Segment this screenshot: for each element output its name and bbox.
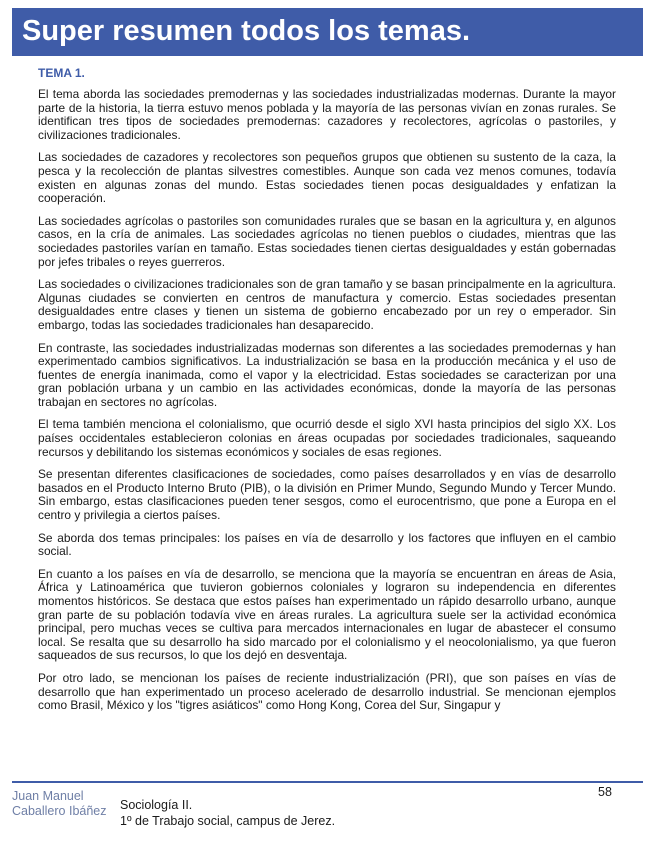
footer-course-block — [120, 797, 335, 829]
page-number: 58 — [598, 785, 612, 799]
paragraph: En contraste, las sociedades industrializadas modernas son diferentes a las sociedades premodernas y han experimentado cambios significativos. La industrialización se basa en la producción mecánica y el uso de fuentes de energía inanimada, como el vapor y la electricidad. Estas sociedades se caracterizan por una gran población urbana y un cambio en las actividades económicas, donde la mayoría de las personas trabajan en sectores no agrícolas. — [38, 340, 616, 409]
paragraph: El tema aborda las sociedades premodernas y las sociedades industrializadas modernas. Durante la mayor parte de la historia, la tierra estuvo menos poblada y la mayoría de las personas vivían en zonas rurales. Se identifican tres tipos de sociedades premodernas: cazadores y recolectores, agrícolas o pastoriles, y civilizaciones tradicionales. — [38, 87, 616, 142]
paragraph: Las sociedades o civilizaciones tradicionales son de gran tamaño y se basan principalmente en la agricultura. Algunas ciudades se convierten en centros de manufactura y comercio. Estas sociedades presentan desigualdades entre clases y tienen un sistema de gobierno encabezado por un rey o emperador. Sin embargo, todas las sociedades tradicionales han desaparecido. — [38, 277, 616, 332]
section-heading: TEMA 1. — [38, 66, 85, 80]
paragraph: Las sociedades agrícolas o pastoriles son comunidades rurales que se basan en la agricultura y, en algunos casos, en la cría de animales. Las sociedades agrícolas no tienen pueblos o ciudades, mientras que las sociedades pastoriles varían en tamaño. Estas sociedades tienen ciertas desigualdades y están gobernadas por jefes tribales o reyes guerreros. — [38, 213, 616, 269]
footer-author: Juan Manuel Caballero Ibáñez — [12, 789, 107, 818]
paragraph: En cuanto a los países en vía de desarrollo, se menciona que la mayoría se encuentran en áreas de Asia, África y Latinoamérica que tuvieron gobiernos coloniales y lograron su independencia en diferentes momentos históricos. Se destaca que estos países han experimentado un rápido desarrollo urbano, aunque gran parte de su población todavía vive en áreas rurales. La agricultura suele ser la actividad económica principal, pero muchas veces se cultiva para mercados internacionales en lugar de abastecer el consumo local. Se resalta que su desarrollo ha sido marcado por el colonialismo y el neocolonialismo, ya que fueron saqueados de sus recursos, lo que los dejó en desventaja. — [38, 566, 616, 663]
paragraph: Por otro lado, se mencionan los países de reciente industrialización (PRI), que son países en vías de desarrollo que han experimentado un proceso acelerado de desarrollo industrial. Se mencionan ejemplos como Brasil, México y los "tigres asiáticos" como Hong Kong, Corea del Sur, Singapur y — [38, 670, 616, 713]
footer-divider — [12, 781, 643, 783]
document-body — [38, 66, 616, 722]
header-bar — [12, 8, 643, 56]
paragraph: Las sociedades de cazadores y recolectores son pequeños grupos que obtienen su sustento de la caza, la pesca y la recolección de plantas silvestres comestibles. Aunque son cada vez menos comunes, todavía existen en algunas zonas del mundo. Estas sociedades tienen pocas desigualdades y enfatizan la cooperación. — [38, 150, 616, 206]
page-title: Super resumen todos los temas. — [22, 15, 471, 47]
paragraph: El tema también menciona el colonialismo, que ocurrió desde el siglo XVI hasta principios del siglo XX. Los países occidentales establecieron colonias en áreas ocupadas por sociedades tradicionales, saqueando recursos y debilitando los sistemas económicos y sociales de esas regiones. — [38, 417, 616, 459]
footer-course: Sociología II. — [120, 798, 193, 812]
footer-campus: 1º de Trabajo social, campus de Jerez. — [120, 814, 336, 828]
paragraph: Se aborda dos temas principales: los países en vía de desarrollo y los factores que influyen en el cambio social. — [38, 530, 616, 559]
paragraph: Se presentan diferentes clasificaciones de sociedades, como países desarrollados y en vías de desarrollo basados en el Producto Interno Bruto (PIB), o la división en Primer Mundo, Segundo Mundo y Tercer Mundo. Sin embargo, estas clasificaciones pueden tener sesgos, como el eurocentrismo, que pone a Europa en el centro y privilegia a ciertos países. — [38, 467, 616, 523]
